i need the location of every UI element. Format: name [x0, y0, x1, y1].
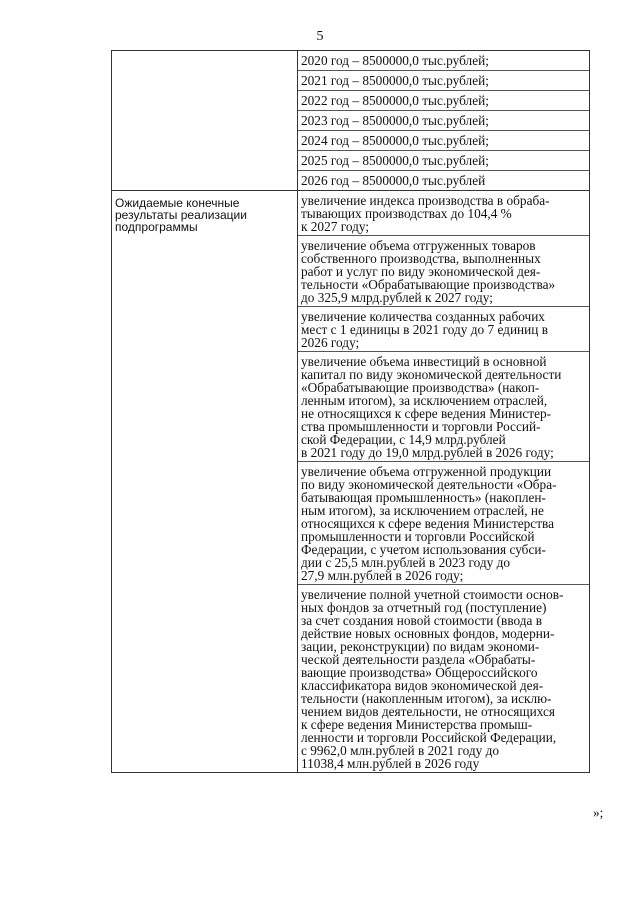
financing-values-cell: [298, 51, 590, 191]
result-item: увеличение объема отгруженных товаров собственного производства, выполненных работ и услуг по виду экономической дея- тельности «Обрабатывающие производства» до 325,9 млрд.рублей к 2027 году;: [298, 236, 589, 307]
expected-results-label-cell: [112, 191, 298, 773]
financing-year-line: 2022 год – 8500000,0 тыс.рублей;: [298, 91, 589, 111]
result-item: увеличение индекса производства в обраба- тывающих производствах до 104,4 % к 2027 году;: [298, 191, 589, 236]
financing-label-cell: [112, 51, 298, 191]
expected-results-label: Ожидаемые конечные результаты реализации подпрограммы: [115, 196, 247, 234]
financing-year-line: 2024 год – 8500000,0 тыс.рублей;: [298, 131, 589, 151]
financing-year-line: 2026 год – 8500000,0 тыс.рублей: [301, 173, 486, 188]
financing-year-line: 2020 год – 8500000,0 тыс.рублей;: [298, 51, 589, 71]
financing-year-line: 2025 год – 8500000,0 тыс.рублей;: [298, 151, 589, 171]
financing-year-line: 2023 год – 8500000,0 тыс.рублей;: [298, 111, 589, 131]
result-item: увеличение объема отгруженной продукции по виду экономической деятельности «Обра- батывающая промышленность» (накоплен- ным итогом), за исключением отраслей, не относящихся к сфере ведения Министерства промышленности и торговли Российской Федерации, с учетом использования субси- дии с 25,5 млн.рублей в 2023 году до 27,9 млн.рублей в 2026 году;: [298, 462, 589, 585]
result-item: увеличение количества созданных рабочих мест с 1 единицы в 2021 году до 7 единиц в 2026 году;: [298, 307, 589, 352]
financing-year-line: 2021 год – 8500000,0 тыс.рублей;: [298, 71, 589, 91]
result-item: увеличение полной учетной стоимости основ- ных фондов за отчетный год (поступление) за счет создания новой стоимости (ввода в действие новых основных фондов, модерни- зации, реконструкции) по видам экономи- ческой деятельности раздела «Обрабаты- вающие производства» Общероссийского классификатора видов экономической дея- тельности (накопленным итогом), за исклю- чением видов деятельности, не относящихся к сфере ведения Министерства промыш- ленности и торговли Российской Федерации, с 9962,0 млн.рублей в 2021 году до 11038,4 млн.рублей в 2026 году: [301, 587, 564, 771]
financing-row: [112, 51, 590, 191]
expected-results-values-cell: [298, 191, 590, 773]
page-number: 5: [316, 29, 324, 44]
subprogram-passport-table: [111, 50, 590, 773]
result-item: увеличение объема инвестиций в основной капитал по виду экономической деятельности «Обрабатывающие производства» (накоп- ленным итогом), за исключением отраслей, не относящихся к сфере ведения Министер- ства промышленности и торговли Россий- ской Федерации, с 14,9 млрд.рублей в 2021 году до 19,0 млрд.рублей в 2026 году;: [298, 352, 589, 462]
expected-results-row: [112, 191, 590, 773]
closing-quote-mark: »;: [593, 805, 604, 820]
